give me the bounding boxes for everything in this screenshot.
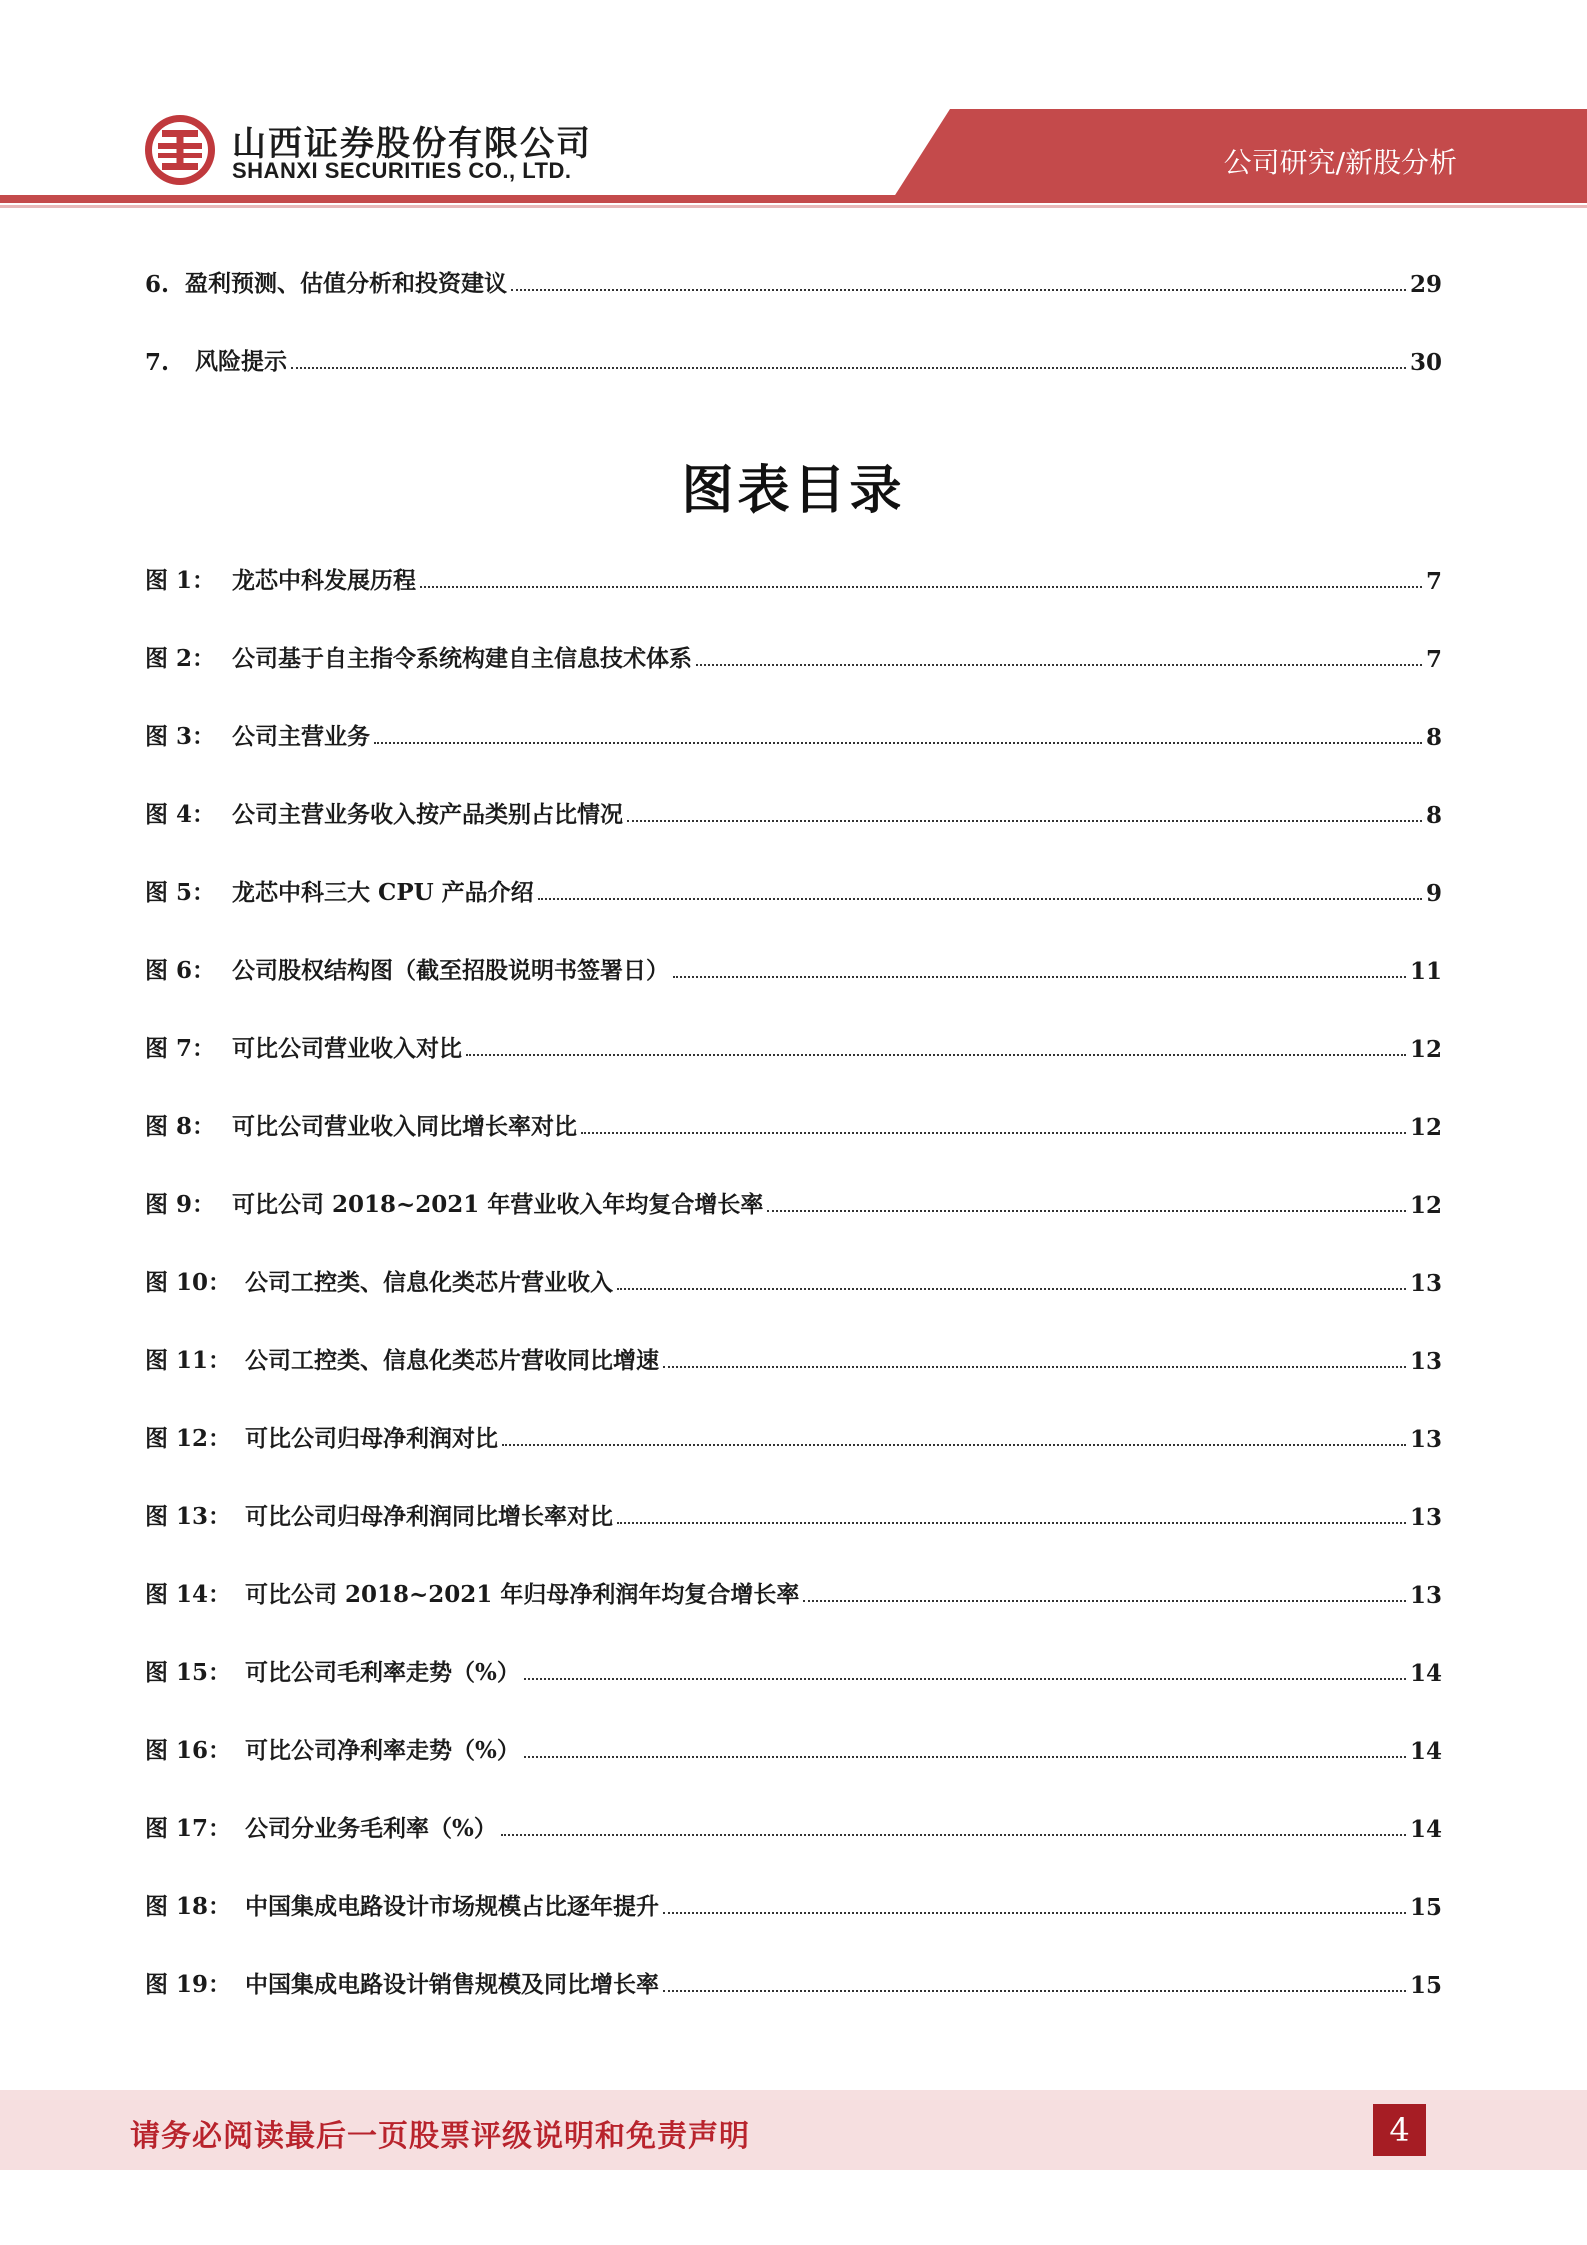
- toc-section-number: 7.: [145, 349, 170, 376]
- toc-page-number: 29: [1409, 271, 1442, 298]
- toc-figure-entry[interactable]: [145, 1881, 1442, 1921]
- toc-leader-dots: [663, 1912, 1406, 1914]
- toc-figure-number: 图 12：: [145, 1425, 232, 1452]
- toc-figure-label: 龙芯中科三大 CPU 产品介绍: [232, 879, 534, 906]
- toc-figure-number: 图 17：: [145, 1815, 232, 1842]
- toc-leader-dots: [663, 1990, 1406, 1992]
- toc-figure-entry[interactable]: [145, 1491, 1442, 1531]
- toc-section-entry[interactable]: [145, 258, 1442, 298]
- toc-figure-entry[interactable]: [145, 789, 1442, 829]
- toc-leader-dots: [767, 1210, 1406, 1212]
- toc-figure-number: 图 5：: [145, 879, 216, 906]
- toc-page-number: 12: [1409, 1036, 1442, 1063]
- toc-section-number: 6.: [145, 271, 170, 298]
- toc-figure-entry[interactable]: [145, 633, 1442, 673]
- toc-leader-dots: [291, 367, 1406, 369]
- toc-figure-entry[interactable]: [145, 1179, 1442, 1219]
- toc-figure-entry[interactable]: [145, 1413, 1442, 1453]
- toc-leader-dots: [501, 1834, 1406, 1836]
- toc-leader-dots: [466, 1054, 1406, 1056]
- toc-leader-dots: [627, 820, 1422, 822]
- toc-figure-entry[interactable]: [145, 1023, 1442, 1063]
- toc-figure-number: 图 18：: [145, 1893, 232, 1920]
- toc-leader-dots: [374, 742, 1422, 744]
- toc-figure-entry[interactable]: [145, 555, 1442, 595]
- toc-figure-entry[interactable]: [145, 1257, 1442, 1297]
- toc-figure-number: 图 14：: [145, 1581, 232, 1608]
- toc-figure-entry[interactable]: [145, 867, 1442, 907]
- toc-figure-entry[interactable]: [145, 711, 1442, 751]
- toc-figure-number: 图 2：: [145, 645, 216, 672]
- toc-figure-label: 可比公司 2018~2021 年营业收入年均复合增长率: [232, 1191, 764, 1218]
- toc-section-label: 风险提示: [195, 348, 287, 375]
- page-footer: [0, 2090, 1587, 2170]
- toc-figure-label: 可比公司归母净利润同比增长率对比: [245, 1503, 613, 1530]
- toc-figure-number: 图 1：: [145, 567, 216, 594]
- toc-figure-number: 图 9：: [145, 1191, 216, 1218]
- toc-figure-label: 公司工控类、信息化类芯片营业收入: [245, 1269, 613, 1296]
- toc-figure-label: 中国集成电路设计销售规模及同比增长率: [245, 1971, 659, 1998]
- toc-page-number: 14: [1409, 1738, 1442, 1765]
- toc-section-label: 盈利预测、估值分析和投资建议: [185, 270, 507, 297]
- toc-page-number: 12: [1409, 1192, 1442, 1219]
- toc-page-number: 14: [1409, 1816, 1442, 1843]
- toc-figure-entry[interactable]: [145, 1647, 1442, 1687]
- figures-toc-title: 图表目录: [681, 461, 906, 521]
- toc-figure-entry[interactable]: [145, 1335, 1442, 1375]
- toc-page-number: 11: [1409, 958, 1442, 985]
- toc-figure-label: 龙芯中科发展历程: [232, 567, 416, 594]
- toc-figure-entry[interactable]: [145, 1725, 1442, 1765]
- page-header: [0, 0, 1587, 215]
- toc-leader-dots: [420, 586, 1422, 588]
- toc-leader-dots: [617, 1288, 1406, 1290]
- toc-figure-entry[interactable]: [145, 1803, 1442, 1843]
- toc-figure-label: 可比公司净利率走势（%）: [245, 1737, 520, 1764]
- toc-page-number: 8: [1425, 724, 1442, 751]
- toc-leader-dots: [696, 664, 1422, 666]
- toc-page-number: 30: [1409, 349, 1442, 376]
- toc-figure-label: 公司主营业务: [232, 723, 370, 750]
- toc-leader-dots: [581, 1132, 1406, 1134]
- toc-figure-label: 可比公司营业收入对比: [232, 1035, 462, 1062]
- disclaimer-notice: 请务必阅读最后一页股票评级说明和免责声明: [130, 2119, 750, 2154]
- toc-figure-number: 图 6：: [145, 957, 216, 984]
- toc-page-number: 9: [1425, 880, 1442, 907]
- toc-page-number: 13: [1409, 1504, 1442, 1531]
- toc-figure-number: 图 16：: [145, 1737, 232, 1764]
- toc-page-number: 13: [1409, 1582, 1442, 1609]
- toc-leader-dots: [538, 898, 1422, 900]
- toc-figure-entry[interactable]: [145, 945, 1442, 985]
- toc-leader-dots: [673, 976, 1406, 978]
- toc-page-number: 15: [1409, 1972, 1442, 1999]
- toc-leader-dots: [617, 1522, 1406, 1524]
- page-number-badge: 4: [1373, 2104, 1426, 2156]
- toc-page-number: 13: [1409, 1270, 1442, 1297]
- toc-figure-number: 图 7：: [145, 1035, 216, 1062]
- toc-leader-dots: [524, 1678, 1406, 1680]
- toc-figure-label: 中国集成电路设计市场规模占比逐年提升: [245, 1893, 659, 1920]
- toc-page-number: 14: [1409, 1660, 1442, 1687]
- report-category-tag: 公司研究/新股分析: [1223, 146, 1457, 179]
- company-logo-icon: [142, 112, 218, 188]
- toc-figure-label: 公司工控类、信息化类芯片营收同比增速: [245, 1347, 659, 1374]
- toc-page-number: 7: [1425, 568, 1442, 595]
- toc-figure-number: 图 11：: [145, 1347, 232, 1374]
- toc-figure-number: 图 8：: [145, 1113, 216, 1140]
- toc-page-number: 15: [1409, 1894, 1442, 1921]
- toc-leader-dots: [803, 1600, 1406, 1602]
- toc-figure-label: 公司基于自主指令系统构建自主信息技术体系: [232, 645, 692, 672]
- toc-page-number: 8: [1425, 802, 1442, 829]
- toc-page-number: 12: [1409, 1114, 1442, 1141]
- toc-page-number: 13: [1409, 1426, 1442, 1453]
- toc-page-number: 13: [1409, 1348, 1442, 1375]
- toc-figure-label: 公司主营业务收入按产品类别占比情况: [232, 801, 623, 828]
- toc-figure-number: 图 4：: [145, 801, 216, 828]
- toc-figure-label: 公司股权结构图（截至招股说明书签署日）: [232, 957, 669, 984]
- toc-figure-number: 图 10：: [145, 1269, 232, 1296]
- toc-leader-dots: [663, 1366, 1406, 1368]
- toc-page-number: 7: [1425, 646, 1442, 673]
- toc-figure-label: 可比公司营业收入同比增长率对比: [232, 1113, 577, 1140]
- toc-figure-number: 图 13：: [145, 1503, 232, 1530]
- toc-figure-number: 图 19：: [145, 1971, 232, 1998]
- toc-figure-number: 图 15：: [145, 1659, 232, 1686]
- company-name-cn: 山西证券股份有限公司: [232, 124, 592, 164]
- toc-figure-entry[interactable]: [145, 1569, 1442, 1609]
- toc-figure-label: 公司分业务毛利率（%）: [245, 1815, 497, 1842]
- toc-figure-entry[interactable]: [145, 1959, 1442, 1999]
- toc-figure-label: 可比公司 2018~2021 年归母净利润年均复合增长率: [245, 1581, 800, 1608]
- toc-figure-number: 图 3：: [145, 723, 216, 750]
- toc-leader-dots: [511, 289, 1406, 291]
- toc-figure-label: 可比公司毛利率走势（%）: [245, 1659, 520, 1686]
- toc-leader-dots: [524, 1756, 1406, 1758]
- toc-figure-entry[interactable]: [145, 1101, 1442, 1141]
- toc-figure-label: 可比公司归母净利润对比: [245, 1425, 498, 1452]
- toc-leader-dots: [502, 1444, 1406, 1446]
- company-name-en: SHANXI SECURITIES CO., LTD.: [232, 158, 572, 183]
- toc-section-entry[interactable]: [145, 336, 1442, 376]
